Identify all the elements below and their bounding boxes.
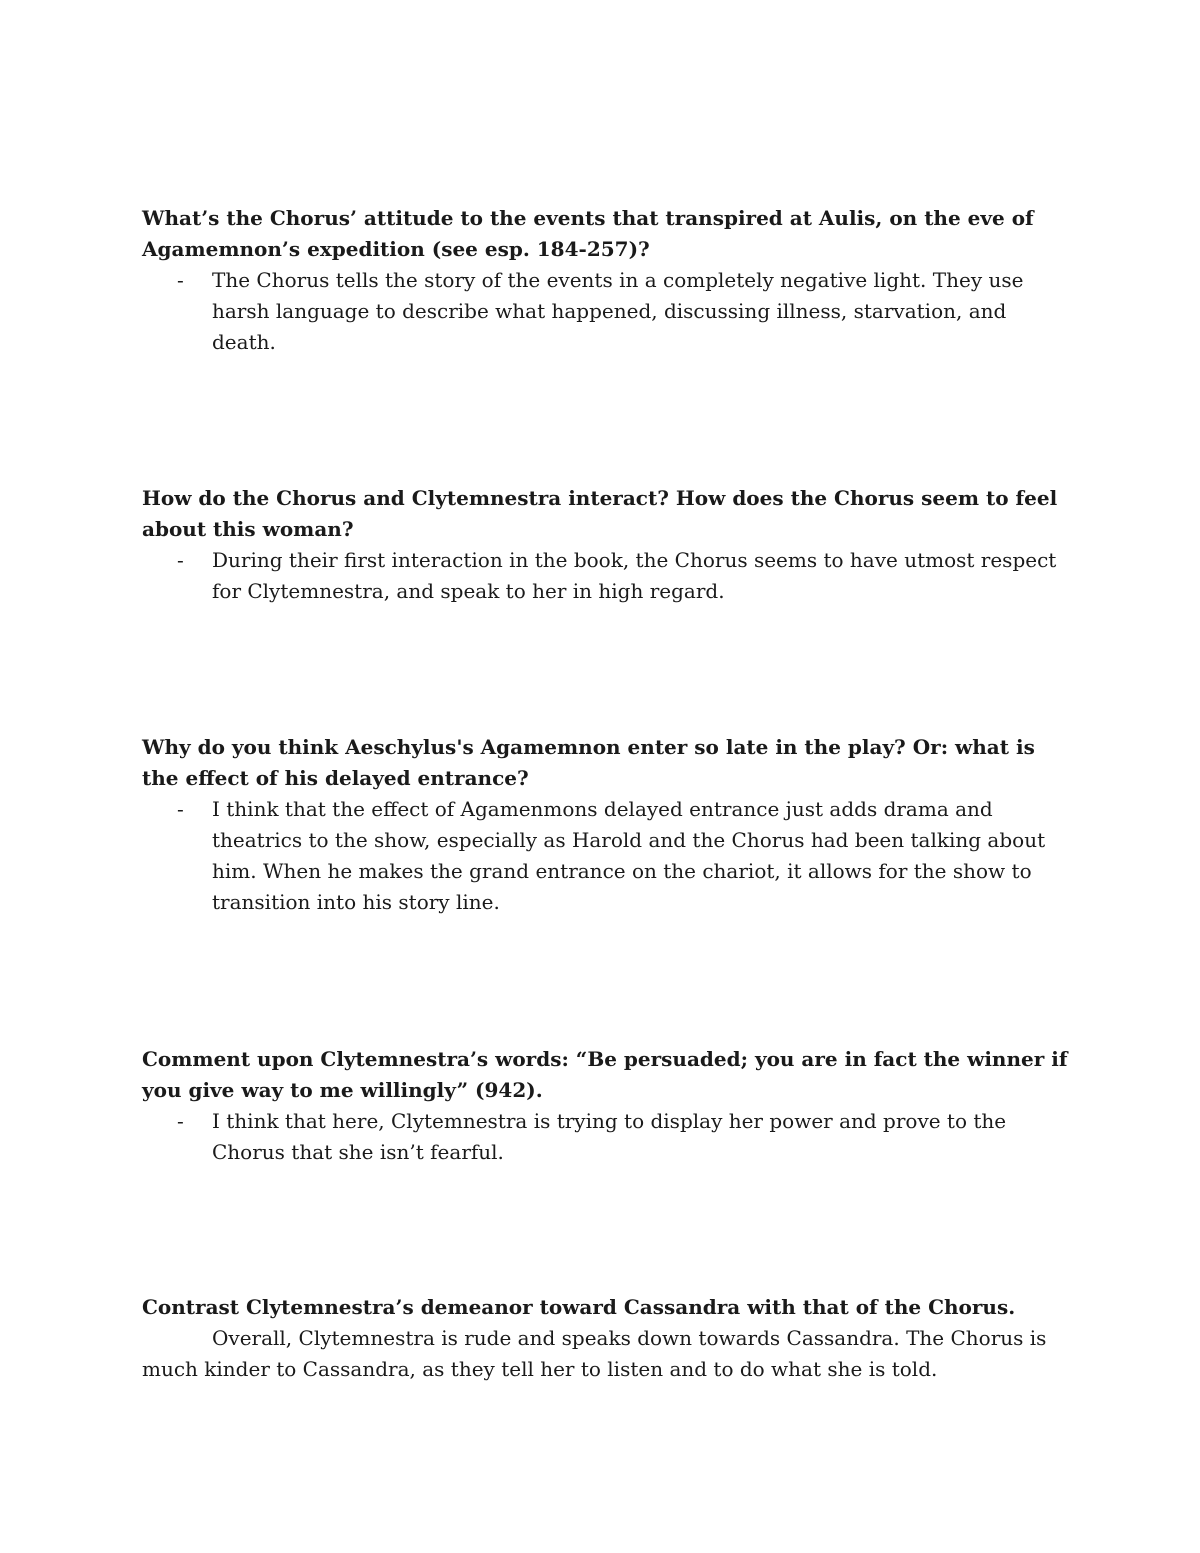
answer-item [142,794,1062,918]
dash-bullet: - [177,268,184,292]
question-heading: Comment upon Clytemnestra’s words: “Be persuaded; you are in fact the winner if you give way to me willingly” (942). [142,1047,1068,1102]
question-heading: Why do you think Aeschylus's Agamemnon enter so late in the play? Or: what is the effect of his delayed entrance? [142,735,1035,790]
answer-list [142,545,1062,607]
answer-text: I think that here, Clytemnestra is trying to display her power and prove to the Chorus that she isn’t fearful. [212,1109,1007,1164]
question-heading: How do the Chorus and Clytemnestra interact? How does the Chorus seem to feel about this woman? [142,486,1058,541]
answer-item [142,545,1062,607]
question-heading: Contrast Clytemnestra’s demeanor toward Cassandra with that of the Chorus. [142,1295,1016,1319]
answer-text: The Chorus tells the story of the events in a completely negative light. They use harsh language to describe what happened, discussing illness, starvation, and death. [212,268,1024,354]
answer-item [142,1106,1062,1168]
answer-text: I think that the effect of Agamenmons delayed entrance just adds drama and theatrics to the show, especially as Harold and the Chorus had been talking about him. When he makes the grand entrance on the chariot, it allows for the show to transition into his story line. [212,797,1046,914]
dash-bullet: - [177,548,184,572]
answer-paragraph: Overall, Clytemnestra is rude and speaks down towards Cassandra. The Chorus is much kinder to Cassandra, as they tell her to listen and to do what she is told. [142,1326,1047,1381]
dash-bullet: - [177,797,184,821]
answer-item [142,265,1062,358]
dash-bullet: - [177,1109,184,1133]
question-heading: What’s the Chorus’ attitude to the events that transpired at Aulis, on the eve of Agamemnon’s expedition (see esp. 184-257)? [142,206,1034,261]
answer-list [142,265,1062,358]
answer-text: During their first interaction in the book, the Chorus seems to have utmost respect for Clytemnestra, and speak to her in high regard. [212,548,1057,603]
answer-list [142,794,1062,918]
answer-list [142,1106,1062,1168]
